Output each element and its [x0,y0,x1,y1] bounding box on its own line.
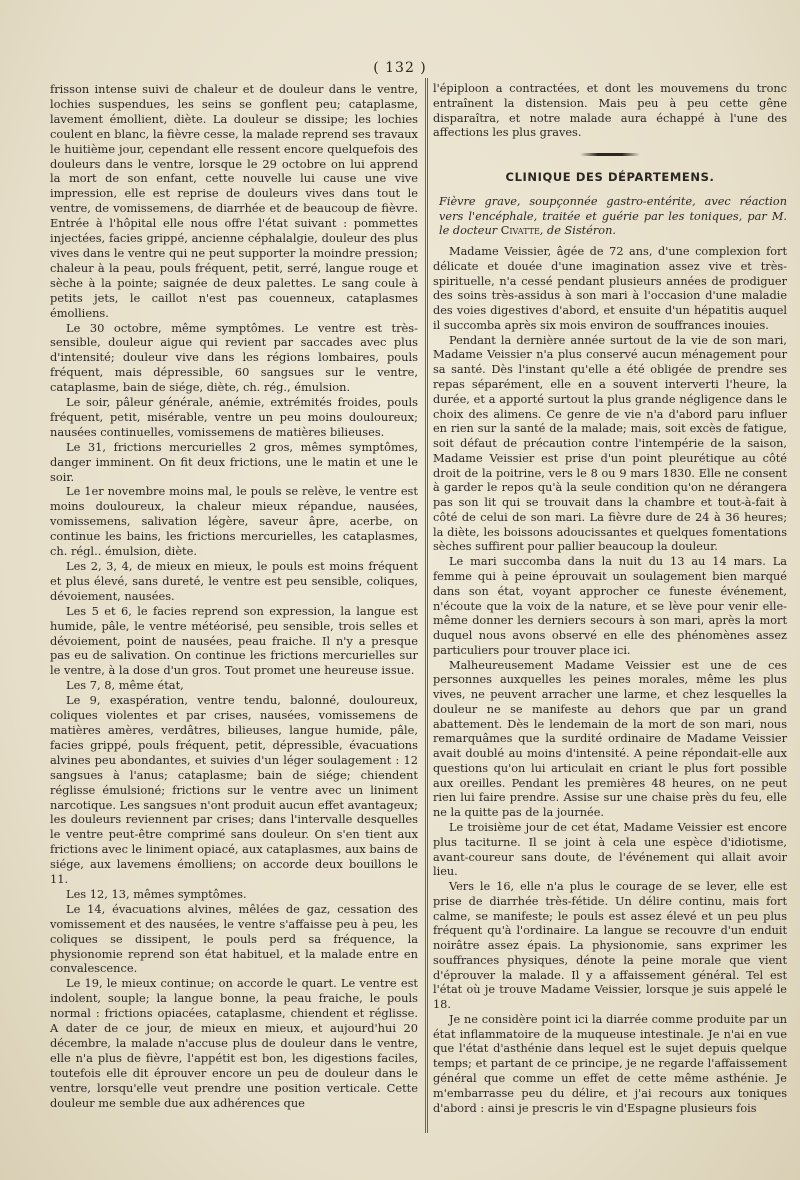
left-column [50,82,418,1111]
paragraph: Pendant la dernière année surtout de la vie de son mari, Madame Veissier n'a plus conservé aucun ménagement pour sa santé. Dès l'instant qu'elle a été obligée de prendre ses repas séparément, elle en a souvent interverti l'heure, la durée, et a apporté surtout la plus grande négligence dans le choix des alimens. Ce genre de vie n'a d'abord paru influer en rien sur la santé de la malade; mais, soit excès de fatigue, soit défaut de précaution contre l'intempérie de la saison, Madame Veissier est prise d'un point pleurétique au côté droit de la poitrine, vers le 8 ou 9 mars 1830. Elle ne consent à garder le repos qu'à la seule condition qu'on ne dérangera pas son lit qui se trouvait dans la chambre et tout-à-fait à côté de celui de son mari. La fièvre dure de 24 à 36 heures; la diète, les boissons adoucissantes et quelques fomentations sèches suffirent pour pallier beaucoup la douleur. [433,333,787,554]
section-title: CLINIQUE DES DÉPARTEMENS. [505,170,715,185]
paragraph: l'épiploon a contractées, et dont les mouvemens du tronc entraînent la distension. Mais peu à peu cette gêne disparaîtra, et notre malade aura échappé à l'une des affections les plus graves. [433,82,787,140]
right-column [433,82,787,1116]
paragraph: Le 19, le mieux continue; on accorde le quart. Le ventre est indolent, souple; la langue bonne, la peau fraiche, le pouls normal : frictions opiacées, cataplasme, chiendent et réglisse. A dater de ce jour, de mieux en mieux, et aujourd'hui 20 décembre, la malade n'accuse plus de douleur dans le ventre, elle n'a plus de fièvre, l'appétit est bon, les digestions faciles, toutefois elle dit éprouver encore un peu de douleur dans le ventre, lorsqu'elle veut prendre une position verticale. Cette douleur me semble due aux adhérences que [50,976,418,1110]
paragraph: Les 5 et 6, le facies reprend son expression, la langue est humide, pâle, le ventre météorisé, peu sensible, trois selles et dévoiement, point de nausées, peau fraiche. Il n'y a presque pas eu de salivation. On continue les frictions mercurielles sur le ventre, à la dose d'un gros. Tout promet une heureuse issue. [50,603,418,678]
paragraph: Les 12, 13, mêmes symptômes. [66,886,247,901]
case-author: Civatte [500,224,540,238]
paragraph: frisson intense suivi de chaleur et de douleur dans le ventre, lochies suspendues, les seins se gonflent peu; cataplasme, lavement émollient, diète. La douleur se dissipe; les lochies coulent en blanc, la fièvre cesse, la malade reprend ses travaux le huitième jour, cependant elle ressent encore quelquefois des douleurs dans le ventre, lorsque le 29 octobre on lui apprend la mort de son enfant, cette nouvelle lui cause une vive impression, elle est reprise de douleurs vives dans tout le ventre, de vomissemens, de diarrhée et de beaucoup de fièvre. Entrée à l'hôpital elle nous offre l'état suivant : pommettes injectées, facies grippé, ancienne céphalalgie, douleur des plus vives dans le ventre qui ne peut supporter la moindre pression; chaleur à la peau, pouls fréquent, petit, serré, langue rouge et sèche à la pointe; saignée de deux palettes. Le sang coule à petits jets, le caillot n'est pas couenneux, cataplasmes émolliens. [50,82,418,320]
paragraph: Je ne considère point ici la diarrée comme produite par un état inflammatoire de la muqueuse intestinale. Je n'ai en vue que l'état d'asthénie dans lequel est le sujet depuis quelque temps; et partant de ce principe, je ne regarde l'affaissement général que comme un effet de cette même asthénie. Je m'embarrasse peu du délire, et j'ai recours aux toniques d'abord : ainsi je prescris le vin d'Espagne plusieurs fois [433,1012,787,1115]
column-divider [425,78,428,1133]
paragraph: Le troisième jour de cet état, Madame Veissier est encore plus taciturne. Il se joint à cela une espèce d'idiotisme, avant-coureur sans doute, de l'événement qui allait avoir lieu. [433,820,787,879]
case-place: , de Sistéron. [539,224,616,238]
paragraph: Le 9, exaspération, ventre tendu, balonné, douloureux, coliques violentes et par crises, nausées, vomissemens de matières amères, verdâtres, bilieuses, langue humide, pâle, facies grippé, pouls fréquent, petit, dépressible, évacuations alvines peu abondantes, et suivies d'un léger soulagement : 12 sangsues à l'anus; cataplasme; bain de siége; chiendent réglisse émulsioné; frictions sur le ventre avec un liniment narcotique. Les sangsues n'ont produit aucun effet avantageux; les douleurs reviennent par crises; dans l'intervalle desquelles le ventre peut-être comprimé sans douleur. On s'en tient aux frictions avec le liniment opiacé, aux cataplasmes, aux bains de siége, aux lavemens émolliens; on accorde deux bouillons le 11. [50,693,418,887]
section-divider [580,153,640,156]
paragraph: Les 2, 3, 4, de mieux en mieux, le pouls est moins fréquent et plus élevé, sans dureté, le ventre est peu sensible, coliques, dévoiement, nausées. [50,559,418,603]
paragraph: Vers le 16, elle n'a plus le courage de se lever, elle est prise de diarrhée très-fétide. Un délire continu, mais fort calme, se manifeste; le pouls est assez élevé et un peu plus fréquent qu'à l'ordinaire. La langue se recouvre d'un enduit noirâtre assez épais. La physionomie, sans exprimer les souffrances physiques, dénote la peine morale que vient d'éprouver la malade. Il y a affaissement général. Tel est l'état où je trouve Madame Veissier, lorsque je suis appelé le 18. [433,880,787,1012]
paragraph: Le mari succomba dans la nuit du 13 au 14 mars. La femme qui à peine éprouvait un soulagement bien marqué dans son état, voyant approcher ce funeste événement, n'écoute que la voix de la nature, et se lève pour venir elle-même donner les derniers secours à son mari, après la mort duquel nous avons observé en elle des phénomènes assez particuliers pour trouver place ici. [433,555,787,657]
page-number: ( 132 ) [373,60,427,76]
paragraph: Le 1er novembre moins mal, le pouls se relève, le ventre est moins douloureux, la chaleur mieux répandue, nausées, vomissemens, salivation légère, saveur âpre, acerbe, on continue les bains, les frictions mercurielles, les cataplasmes, ch. régl.. émulsion, diète. [50,484,418,559]
case-title-text: Fièvre grave, soupçonnée gastro-entérite, avec réaction vers l'encéphale, traitée et guérie par les toniques, par M. le docteur [439,194,787,238]
paragraph: Malheureusement Madame Veissier est une de ces personnes auxquelles les peines morales, même les plus vives, ne peuvent arracher une larme, et chez lesquelles la douleur ne se manifeste au dehors que par un grand abattement. Dès le lendemain de la mort de son mari, nous remarquâmes que la surdité ordinaire de Madame Veissier avait doublé au moins d'intensité. A peine répondait-elle aux questions qu'on lui articulait en criant le plus fort possible aux oreilles. Pendant les premières 48 heures, on ne peut rien lui faire prendre. Assise sur une chaise près du feu, elle ne la quitte pas de la journée. [433,658,787,820]
paragraph: Le 14, évacuations alvines, mêlées de gaz, cessation des vomissement et des nausées, le ventre s'affaisse peu à peu, les coliques se dissipent, le pouls perd sa fréquence, la physionomie reprend son état habituel, et la malade entre en convalescence. [50,901,418,976]
paragraph: Les 7, 8, même état, [66,678,184,693]
case-title [433,195,787,239]
paragraph: Le 31, frictions mercurielles 2 gros, mêmes symptômes, danger imminent. On fit deux frictions, une le matin et une le soir. [50,439,418,484]
paragraph: Le 30 octobre, même symptômes. Le ventre est très-sensible, douleur aigue qui revient par saccades avec plus d'intensité; douleur vive dans les régions lombaires, pouls fréquent, mais dépressible, 60 sangsues sur le ventre, cataplasme, bain de siége, diète, ch. rég., émulsion. [50,320,418,395]
paragraph: Madame Veissier, âgée de 72 ans, d'une complexion fort délicate et douée d'une imagination assez vive et très-spirituelle, n'a cessé pendant plusieurs années de prodiguer des soins très-assidus à son mari à l'occasion d'une maladie des voies digestives d'abord, et ensuite d'un hépatitis auquel il succomba après six mois environ de souffrances inouies. [433,245,787,332]
paragraph: Le soir, pâleur générale, anémie, extrémités froides, pouls fréquent, petit, misérable, ventre un peu moins douloureux; nausées continuelles, vomissemens de matières bilieuses. [50,395,418,439]
